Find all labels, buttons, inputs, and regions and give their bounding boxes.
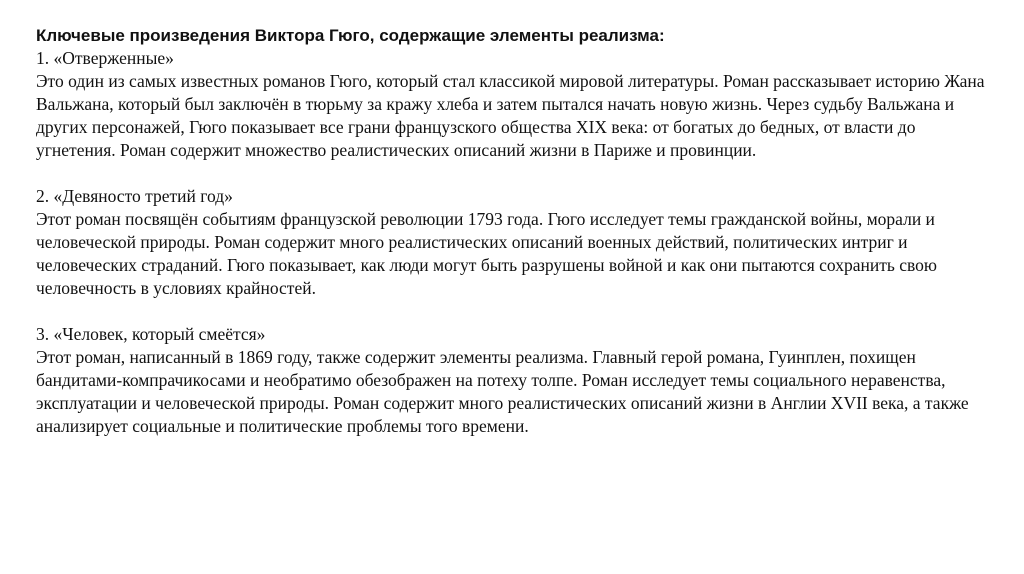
work-item (36, 185, 996, 300)
work-heading: 1. «Отверженные» (36, 48, 174, 68)
work-item (36, 323, 996, 438)
work-heading: 3. «Человек, который смеётся» (36, 324, 266, 344)
slide-content (36, 24, 996, 438)
work-description: Этот роман посвящён событиям французской революции 1793 года. Гюго исследует темы гражданской войны, морали и человеческой природы. Роман содержит много реалистических описаний военных действий, политических интриг и человеческих страданий. Гюго показывает, как люди могут быть разрушены войной и как они пытаются сохранить свою человечность в условиях крайностей. (36, 209, 937, 298)
work-description: Это один из самых известных романов Гюго, который стал классикой мировой литературы. Роман рассказывает историю Жана Вальжана, который был заключён в тюрьму за кражу хлеба и затем пытался начать новую жизнь. Через судьбу Вальжана и других персонажей, Гюго показывает все грани французского общества XIX века: от богатых до бедных, от власти до угнетения. Роман содержит множество реалистических описаний жизни в Париже и провинции. (36, 71, 985, 160)
work-item (36, 47, 996, 162)
slide-title: Ключевые произведения Виктора Гюго, содержащие элементы реализма: (36, 26, 665, 45)
work-description: Этот роман, написанный в 1869 году, также содержит элементы реализма. Главный герой романа, Гуинплен, похищен бандитами-компрачикосами и необратимо обезображен на потеху толпе. Роман исследует темы социального неравенства, эксплуатации и человеческой природы. Роман содержит много реалистических описаний жизни в Англии XVII века, а также анализирует социальные и политические проблемы того времени. (36, 347, 969, 436)
work-heading: 2. «Девяносто третий год» (36, 186, 233, 206)
